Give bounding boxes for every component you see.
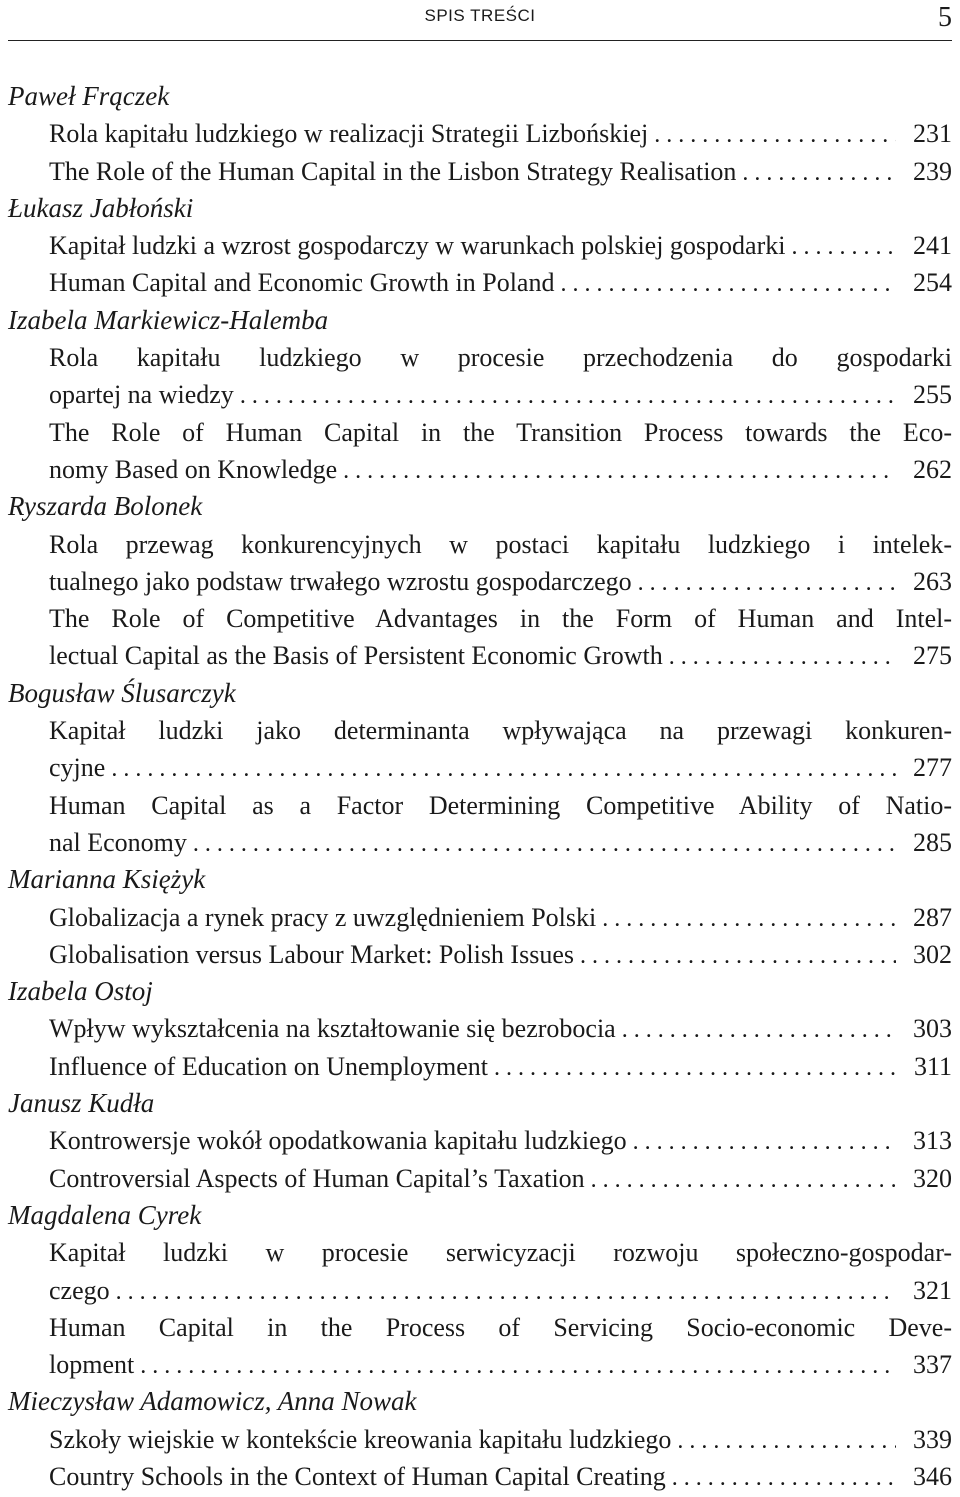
entry-last-line	[49, 1272, 952, 1309]
dot-leader	[627, 1124, 896, 1161]
author-name: Łukasz Jabłoński	[8, 192, 194, 223]
entry-page-number: 241	[913, 231, 952, 261]
toc-entry[interactable]	[49, 936, 952, 973]
toc-entry[interactable]	[49, 600, 952, 675]
dot-leader	[110, 1274, 896, 1311]
entry-last-line	[49, 1421, 952, 1458]
toc-entry[interactable]	[49, 1234, 952, 1309]
entry-last-line	[49, 899, 952, 936]
page-number: 5	[938, 2, 952, 33]
entry-title-line: Rola kapitału ludzkiego w procesie przechodzenia do gospodarki	[49, 343, 952, 373]
entry-title: Influence of Education on Unemployment	[49, 1051, 488, 1081]
toc-entry[interactable]	[49, 1122, 952, 1159]
entry-title: Globalizacja a rynek pracy z uwzględnieniem Polski	[49, 902, 597, 932]
entry-title-line: Human Capital as a Factor Determining Competitive Ability of Natio-	[49, 790, 952, 820]
entry-last-line	[49, 153, 952, 190]
entry-last-line	[49, 824, 952, 861]
toc-entry[interactable]	[49, 526, 952, 601]
toc-section	[8, 1085, 952, 1197]
running-header	[8, 0, 952, 41]
dot-leader	[596, 901, 896, 938]
entry-page-number: 285	[913, 827, 952, 857]
entry-title: lectual Capital as the Basis of Persistent Economic Growth	[49, 641, 663, 671]
table-of-contents	[8, 78, 952, 1495]
entry-last-line	[49, 451, 952, 488]
entry-title: Country Schools in the Context of Human Capital Creating	[49, 1461, 666, 1491]
toc-section	[8, 1383, 952, 1495]
entry-title: Kapitał ludzki a wzrost gospodarczy w warunkach polskiej gospodarki	[49, 231, 786, 261]
toc-entry[interactable]	[49, 227, 952, 264]
entry-last-line	[49, 749, 952, 786]
entry-title-line: The Role of Human Capital in the Transition Process towards the Eco-	[49, 417, 952, 447]
entry-page-number: 339	[913, 1424, 952, 1454]
toc-entry[interactable]	[49, 712, 952, 787]
toc-entry[interactable]	[49, 1458, 952, 1495]
toc-section	[8, 78, 952, 190]
dot-leader	[585, 1162, 896, 1199]
toc-entry[interactable]	[49, 1309, 952, 1384]
entry-last-line	[49, 1122, 952, 1159]
toc-entry[interactable]	[49, 339, 952, 414]
toc-entry[interactable]	[49, 1010, 952, 1047]
dot-leader	[632, 565, 896, 602]
entry-page-number: 321	[913, 1275, 952, 1305]
entry-page-number: 320	[913, 1163, 952, 1193]
entry-page-number: 302	[913, 939, 952, 969]
toc-entry[interactable]	[49, 153, 952, 190]
dot-leader	[663, 639, 896, 676]
dot-leader	[616, 1012, 896, 1049]
entry-title: Wpływ wykształcenia na kształtowanie się bezrobocia	[49, 1014, 616, 1044]
toc-section	[8, 675, 952, 861]
toc-section	[8, 973, 952, 1085]
entry-last-line	[49, 1010, 952, 1047]
entry-last-line	[49, 227, 952, 264]
entry-title: Human Capital and Economic Growth in Poland	[49, 268, 555, 298]
toc-section	[8, 190, 952, 302]
entry-title: czego	[49, 1275, 110, 1305]
entry-title-line: Kapitał ludzki jako determinanta wpływająca na przewagi konkuren-	[49, 716, 952, 746]
entry-page-number: 275	[913, 641, 952, 671]
toc-entry[interactable]	[49, 115, 952, 152]
toc-section	[8, 302, 952, 488]
dot-leader	[574, 938, 896, 975]
dot-leader	[337, 453, 896, 490]
entry-title-line: Kapitał ludzki w procesie serwicyzacji rozwoju społeczno-gospodar-	[49, 1238, 952, 1268]
entry-title-line: Human Capital in the Process of Servicing Socio-economic Deve-	[49, 1312, 952, 1342]
entry-title: tualnego jako podstaw trwałego wzrostu gospodarczego	[49, 566, 632, 596]
entry-page-number: 313	[913, 1126, 952, 1156]
entry-title: The Role of the Human Capital in the Lisbon Strategy Realisation	[49, 156, 737, 186]
entry-last-line	[49, 1048, 952, 1085]
entry-page-number: 287	[913, 902, 952, 932]
entry-page-number: 346	[913, 1461, 952, 1491]
toc-entry[interactable]	[49, 1421, 952, 1458]
dot-leader	[736, 155, 896, 192]
dot-leader	[554, 266, 896, 303]
dot-leader	[666, 1460, 896, 1497]
entry-last-line	[49, 563, 952, 600]
toc-entry[interactable]	[49, 1048, 952, 1085]
entry-last-line	[49, 264, 952, 301]
author-name: Magdalena Cyrek	[8, 1199, 202, 1230]
author-name: Ryszarda Bolonek	[8, 491, 203, 522]
entry-page-number: 277	[913, 753, 952, 783]
entry-page-number: 239	[913, 156, 952, 186]
toc-section	[8, 1197, 952, 1383]
entry-title: lopment	[49, 1350, 135, 1380]
dot-leader	[648, 117, 896, 154]
toc-section	[8, 861, 952, 973]
toc-entry[interactable]	[49, 1160, 952, 1197]
toc-entry[interactable]	[49, 787, 952, 862]
entry-title-line: The Role of Competitive Advantages in the Form of Human and Intel-	[49, 604, 952, 634]
author-name: Paweł Frączek	[8, 81, 170, 111]
entry-last-line	[49, 1346, 952, 1383]
entry-title: Szkoły wiejskie w kontekście kreowania kapitału ludzkiego	[49, 1424, 672, 1454]
entry-title: Kontrowersje wokół opodatkowania kapitału ludzkiego	[49, 1126, 627, 1156]
author-name: Bogusław Ślusarczyk	[8, 677, 236, 708]
entry-last-line	[49, 936, 952, 973]
entry-page-number: 231	[913, 119, 952, 149]
entry-last-line	[49, 1458, 952, 1495]
author-name: Mieczysław Adamowicz, Anna Nowak	[8, 1386, 417, 1417]
entry-page-number: 303	[913, 1014, 952, 1044]
entry-title: nal Economy	[49, 827, 187, 857]
dot-leader	[234, 378, 896, 415]
running-header-title: SPIS TREŚCI	[424, 6, 536, 25]
entry-last-line	[49, 376, 952, 413]
toc-section	[8, 488, 952, 674]
author-name: Marianna Księżyk	[8, 864, 206, 895]
dot-leader	[105, 751, 896, 788]
entry-title: nomy Based on Knowledge	[49, 454, 338, 484]
toc-entry[interactable]	[49, 264, 952, 301]
dot-leader	[671, 1423, 896, 1460]
entry-page-number: 263	[913, 566, 952, 596]
dot-leader	[187, 826, 896, 863]
author-name: Izabela Markiewicz-Halemba	[8, 304, 329, 335]
entry-title: Rola kapitału ludzkiego w realizacji Strategii Lizbońskiej	[49, 119, 649, 149]
entry-last-line	[49, 115, 952, 152]
entry-page-number: 262	[913, 454, 952, 484]
dot-leader	[785, 229, 896, 266]
entry-title-line: Rola przewag konkurencyjnych w postaci kapitału ludzkiego i intelek-	[49, 529, 952, 559]
entry-last-line	[49, 1160, 952, 1197]
dot-leader	[488, 1050, 896, 1087]
entry-page-number: 337	[913, 1350, 952, 1380]
entry-title: Globalisation versus Labour Market: Polish Issues	[49, 939, 574, 969]
dot-leader	[134, 1348, 896, 1385]
entry-page-number: 311	[913, 1051, 952, 1081]
entry-last-line	[49, 637, 952, 674]
toc-entry[interactable]	[49, 899, 952, 936]
author-name: Izabela Ostoj	[8, 976, 153, 1007]
entry-title: opartej na wiedzy	[49, 380, 234, 410]
entry-page-number: 254	[913, 268, 952, 298]
toc-entry[interactable]	[49, 414, 952, 489]
entry-page-number: 255	[913, 380, 952, 410]
author-name: Janusz Kudła	[8, 1088, 155, 1119]
entry-title: cyjne	[49, 753, 106, 783]
entry-title: Controversial Aspects of Human Capital’s Taxation	[49, 1163, 585, 1193]
